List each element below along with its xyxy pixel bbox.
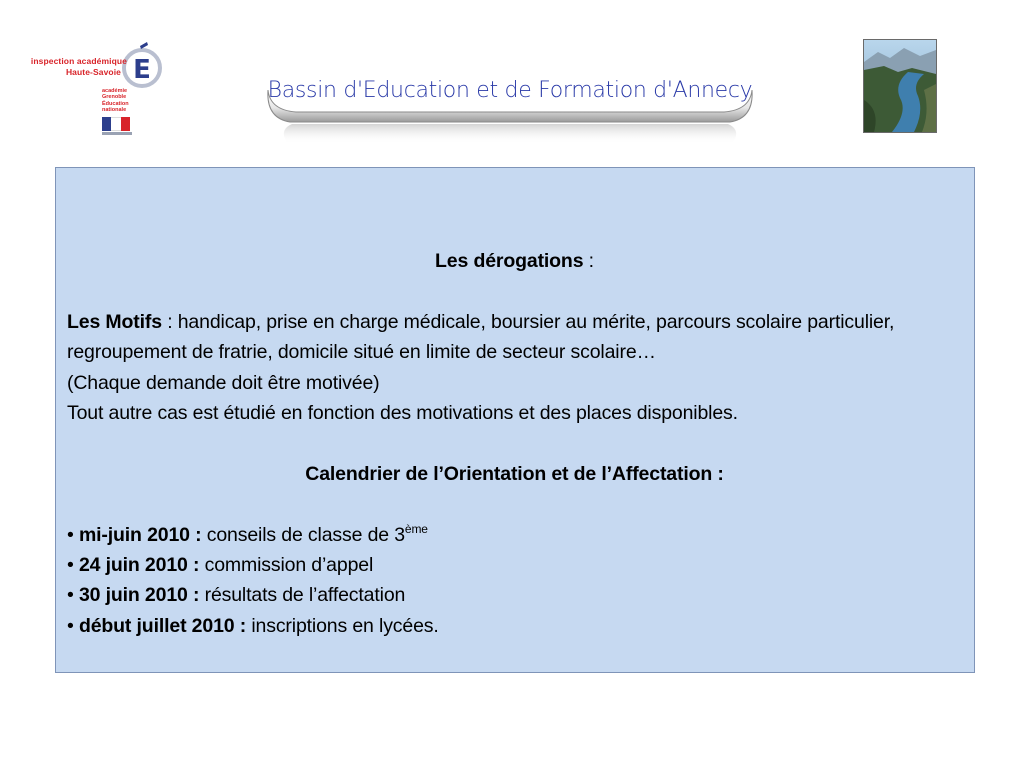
logo-caption-bar [102, 132, 132, 135]
derogations-heading-suffix: : [583, 250, 594, 272]
calendar-item [67, 550, 962, 580]
calendar-item-date: mi-juin 2010 : [78, 523, 202, 546]
academie-e-mark-icon [120, 42, 164, 90]
motifs-paragraph [67, 307, 962, 368]
other-cases-text: Tout autre cas est étudié en fonction des motivations et des places disponibles. [67, 402, 738, 425]
calendar-item-date: début juillet 2010 : [78, 614, 247, 637]
calendar-item-date: 30 juin 2010 : [78, 584, 200, 607]
lake-annecy-photo [863, 39, 937, 133]
calendar-item-date: 24 juin 2010 : [78, 554, 200, 577]
content-panel [55, 167, 975, 673]
derogations-heading [67, 246, 962, 276]
french-flag-icon [102, 117, 130, 131]
lake-annecy-aerial-photo-icon [864, 40, 936, 132]
derogations-heading-label: Les dérogations [435, 250, 584, 272]
academie-logo [30, 40, 165, 140]
motifs-label: Les Motifs [67, 310, 162, 333]
logo-line-2: Haute-Savoie [65, 67, 121, 77]
calendar-item [67, 611, 962, 641]
calendar-item [67, 520, 962, 550]
calendar-item-text: conseils de classe de 3 [201, 523, 405, 546]
logo-line-1: inspection académique [30, 56, 127, 66]
calendar-item-text: résultats de l’affectation [199, 584, 406, 607]
calendar-item [67, 580, 962, 610]
calendar-heading [67, 459, 962, 489]
motifs-text: : handicap, prise en charge médicale, boursier au mérite, parcours scolaire particulier, regroupement de fratrie, domicile situé en limite de secteur scolaire… [67, 310, 895, 364]
bullet: • [67, 554, 79, 577]
bullet: • [67, 614, 79, 637]
svg-text:E: E [133, 55, 151, 85]
calendar-item-text: inscriptions en lycées. [246, 614, 439, 637]
calendar-heading-label: Calendrier de l’Orientation et de l’Affectation : [305, 462, 724, 485]
title-banner [262, 70, 758, 152]
bullet: • [67, 523, 79, 546]
calendar-item-text: commission d’appel [199, 554, 374, 577]
banner-title: Bassin d'Education et de Formation d'Annecy [267, 78, 753, 103]
logo-education-nationale: Éducation nationale [102, 101, 129, 113]
bullet: • [67, 584, 79, 607]
motifs-note: (Chaque demande doit être motivée) [67, 371, 380, 394]
calendar-item-sup: ème [404, 521, 428, 536]
logo-academie-grenoble: académie Grenoble [102, 88, 128, 100]
